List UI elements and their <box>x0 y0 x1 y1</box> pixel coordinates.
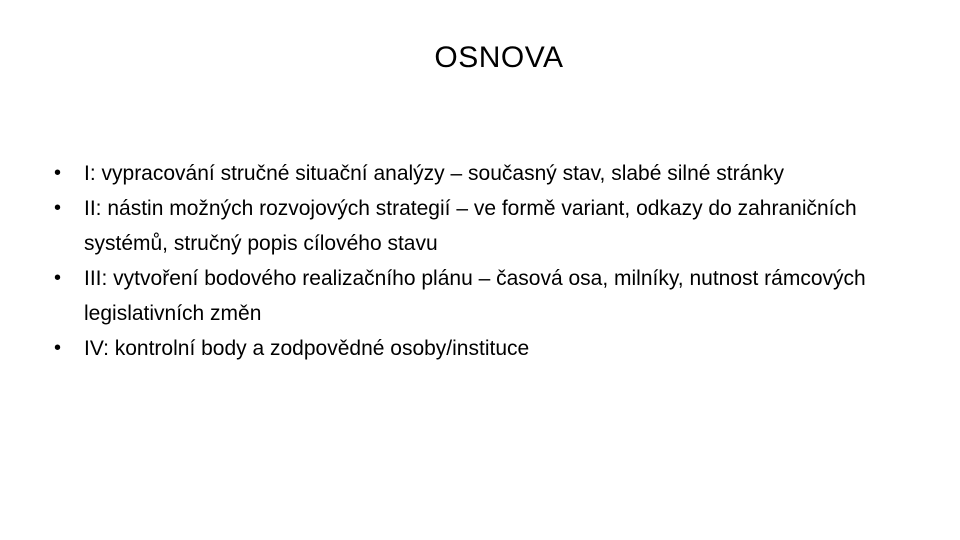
bullet-label: IV <box>84 337 104 360</box>
bullet-list <box>54 156 914 366</box>
bullet-text: : kontrolní body a zodpovědné osoby/instituce <box>103 337 530 360</box>
bullet-item-3 <box>54 261 914 331</box>
bullet-icon: • <box>54 197 62 219</box>
bullet-icon: • <box>54 267 62 289</box>
bullet-text: : vypracování stručné situační analýzy – současný stav, slabé silné stránky <box>89 162 784 185</box>
bullet-label: I <box>84 162 90 185</box>
bullet-icon: • <box>54 337 62 359</box>
bullet-label: III <box>84 267 102 290</box>
slide-title-text: OSNOVA <box>434 41 564 74</box>
bullet-text: : vytvoření bodového realizačního plánu – časová osa, milníky, nutnost rámcových legislativních změn <box>84 267 866 325</box>
slide-title <box>0 38 960 78</box>
bullet-item-2 <box>54 191 914 261</box>
bullet-icon: • <box>54 162 62 184</box>
bullet-item-4 <box>54 331 914 366</box>
bullet-item-1 <box>54 156 914 191</box>
bullet-label: II <box>84 197 96 220</box>
bullet-text: : nástin možných rozvojových strategií – ve formě variant, odkazy do zahraničních systémů, stručný popis cílového stavu <box>84 197 857 255</box>
